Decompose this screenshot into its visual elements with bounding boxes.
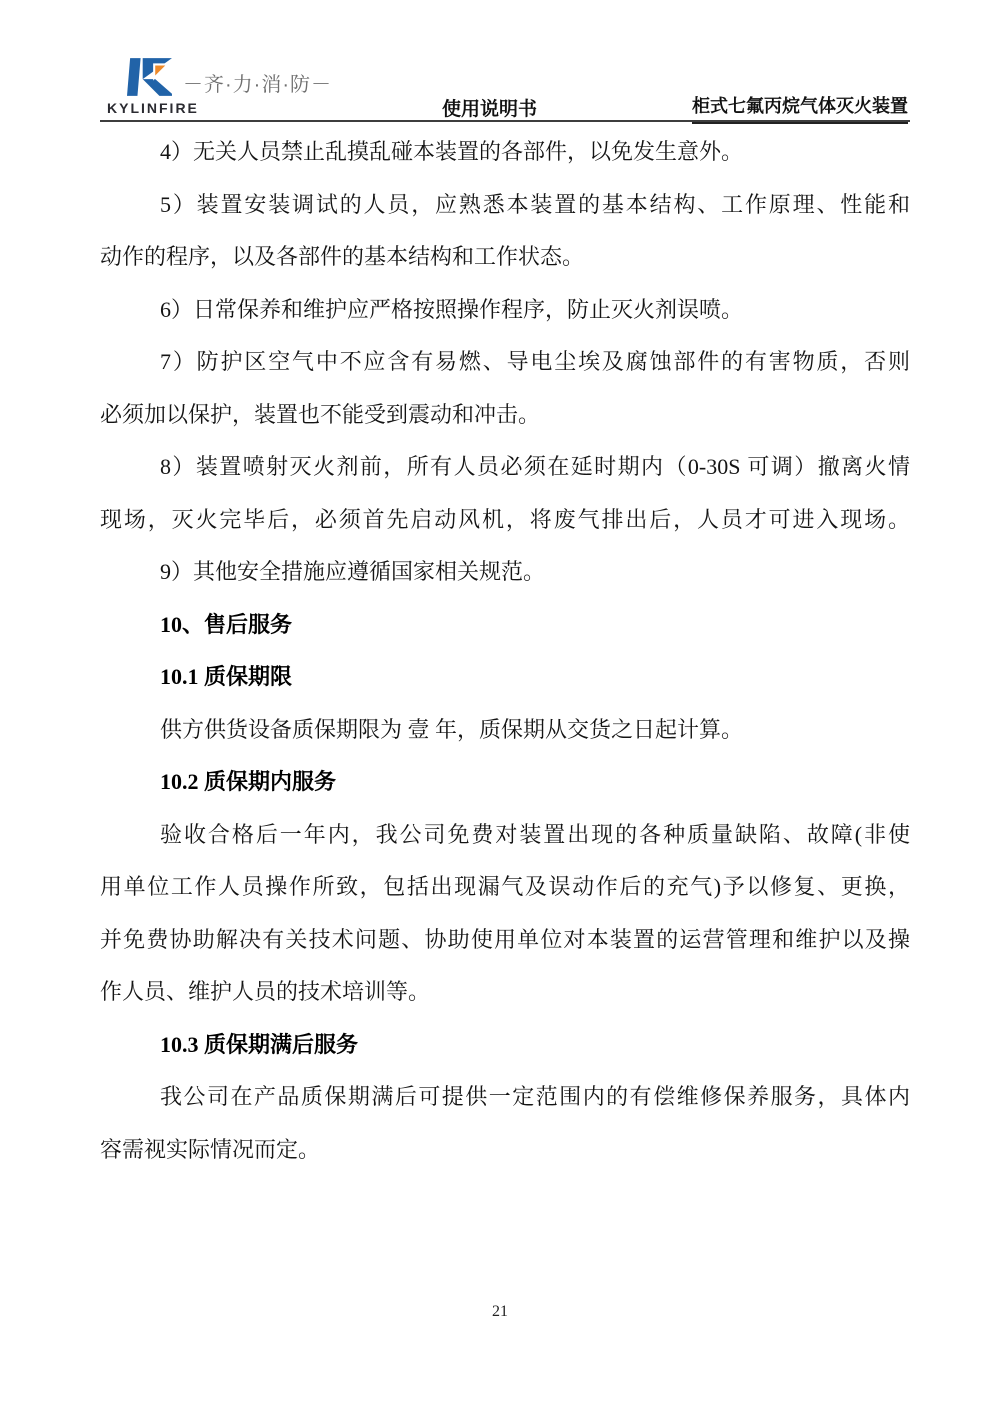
document-body: [100, 126, 910, 1176]
brand-wordmark: KYLINFIRE: [107, 100, 199, 116]
para-10-2-line-1: 验收合格后一年内，我公司免费对装置出现的各种质量缺陷、故障(非使: [160, 821, 910, 847]
para-10-3-line-2: 容需视实际情况而定。: [100, 1136, 321, 1162]
page-number: 21: [492, 1303, 508, 1320]
item-5-line-1: 5）装置安装调试的人员，应熟悉本装置的基本结构、工作原理、性能和: [160, 191, 910, 217]
heading-10: 10、售后服务: [160, 611, 293, 637]
heading-10-1: 10.1 质保期限: [160, 664, 293, 689]
item-7-line-2: 必须加以保护，装置也不能受到震动和冲击。: [100, 401, 541, 427]
para-10-2-line-3: 并免费协助解决有关技术问题、协助使用单位对本装置的运营管理和维护以及操: [100, 926, 910, 952]
header-doc-title: 柜式七氟丙烷气体灭火装置: [692, 92, 908, 124]
item-5-line-2: 动作的程序，以及各部件的基本结构和工作状态。: [100, 244, 585, 269]
item-8-line-2: 现场，灭火完毕后，必须首先启动风机，将废气排出后，人员才可进入现场。: [100, 506, 910, 532]
item-9: 9）其他安全措施应遵循国家相关规范。: [160, 559, 546, 584]
para-10-3-line-1: 我公司在产品质保期满后可提供一定范围内的有偿维修保养服务，具体内: [160, 1084, 910, 1109]
item-4: 4）无关人员禁止乱摸乱碰本装置的各部件，以免发生意外。: [160, 139, 744, 164]
header-rule: [100, 120, 910, 122]
brand-slogan: －齐·力·消·防－: [183, 74, 332, 96]
para-10-1: 供方供货设备质保期限为 壹 年，质保期从交货之日起计算。: [160, 716, 744, 742]
para-10-2-line-4: 作人员、维护人员的技术培训等。: [100, 979, 431, 1004]
kylinfire-logo-icon: [127, 58, 173, 96]
item-6: 6）日常保养和维护应严格按照操作程序，防止灭火剂误喷。: [160, 296, 744, 322]
item-8-line-1: 8）装置喷射灭火剂前，所有人员必须在延时期内（0-30S 可调）撤离火情: [160, 454, 910, 479]
para-10-2-line-2: 用单位工作人员操作所致，包括出现漏气及误动作后的充气)予以修复、更换，: [100, 874, 910, 899]
heading-10-2: 10.2 质保期内服务: [160, 769, 337, 794]
heading-10-3: 10.3 质保期满后服务: [160, 1031, 359, 1057]
header-doc-type: 使用说明书: [442, 99, 538, 120]
item-7-line-1: 7）防护区空气中不应含有易燃、导电尘埃及腐蚀部件的有害物质，否则: [160, 349, 910, 374]
